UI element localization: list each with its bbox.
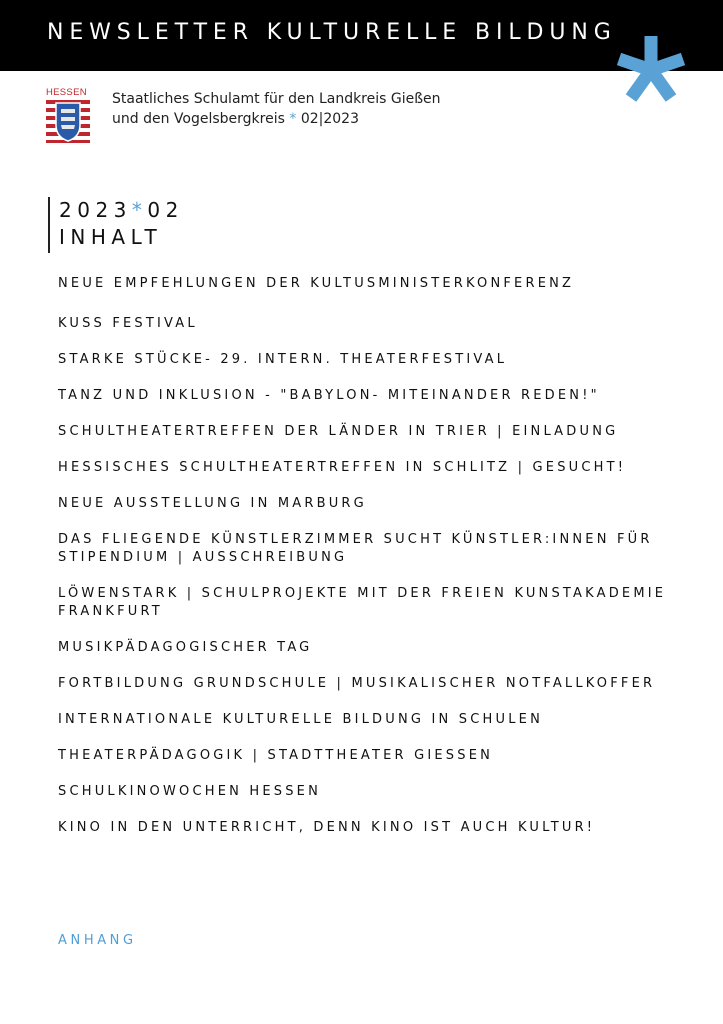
appendix-link[interactable]: ANHANG xyxy=(58,933,137,948)
issuer-line-1: Staatliches Schulamt für den Landkreis Gießen xyxy=(112,91,441,107)
issuer-line-2 xyxy=(112,109,441,129)
issue-year: 2023 xyxy=(59,198,132,222)
table-of-contents xyxy=(58,275,698,855)
issue-separator: * xyxy=(131,198,148,222)
toc-item[interactable]: NEUE AUSSTELLUNG IN MARBURG xyxy=(58,496,367,511)
issue-number: 02 xyxy=(147,198,184,222)
asterisk-icon xyxy=(614,30,688,104)
toc-item[interactable]: INTERNATIONALE KULTURELLE BILDUNG IN SCHULEN xyxy=(58,712,543,727)
toc-item[interactable]: DAS FLIEGENDE KÜNSTLERZIMMER SUCHT KÜNSTLER:INNEN FÜR STIPENDIUM | AUSSCHREIBUNG xyxy=(58,532,653,565)
toc-item[interactable]: THEATERPÄDAGOGIK | STADTTHEATER GIESSEN xyxy=(58,748,494,763)
toc-item[interactable]: LÖWENSTARK | SCHULPROJEKTE MIT DER FREIEN KUNSTAKADEMIE FRANKFURT xyxy=(58,586,667,619)
toc-item[interactable]: MUSIKPÄDAGOGISCHER TAG xyxy=(58,640,313,655)
toc-item[interactable]: SCHULKINOWOCHEN HESSEN xyxy=(58,784,322,799)
toc-item[interactable]: SCHULTHEATERTREFFEN DER LÄNDER IN TRIER | EINLADUNG xyxy=(58,424,619,439)
toc-item[interactable]: KUSS FESTIVAL xyxy=(58,316,198,331)
logo-wordmark: HESSEN xyxy=(46,87,87,98)
issuer-region: und den Vogelsbergkreis xyxy=(112,111,285,127)
issuer-block xyxy=(112,89,441,129)
toc-item[interactable]: TANZ UND INKLUSION - "BABYLON- MITEINANDER REDEN!" xyxy=(58,388,600,403)
toc-item[interactable]: FORTBILDUNG GRUNDSCHULE | MUSIKALISCHER NOTFALLKOFFER xyxy=(58,676,656,691)
toc-item[interactable]: KINO IN DEN UNTERRICHT, DENN KINO IST AUCH KULTUR! xyxy=(58,820,596,835)
contents-heading: INHALT xyxy=(59,225,163,249)
toc-item[interactable]: NEUE EMPFEHLUNGEN DER KULTUSMINISTERKONFERENZ xyxy=(58,276,575,291)
issuer-separator: * xyxy=(289,111,297,127)
issue-date: 02|2023 xyxy=(300,111,359,127)
contents-heading-block xyxy=(48,197,184,253)
toc-item[interactable]: STARKE STÜCKE- 29. INTERN. THEATERFESTIVAL xyxy=(58,352,508,367)
issue-code xyxy=(59,197,184,224)
newsletter-title: NEWSLETTER KULTURELLE BILDUNG xyxy=(47,20,617,45)
toc-item[interactable]: HESSISCHES SCHULTHEATERTREFFEN IN SCHLITZ | GESUCHT! xyxy=(58,460,627,475)
